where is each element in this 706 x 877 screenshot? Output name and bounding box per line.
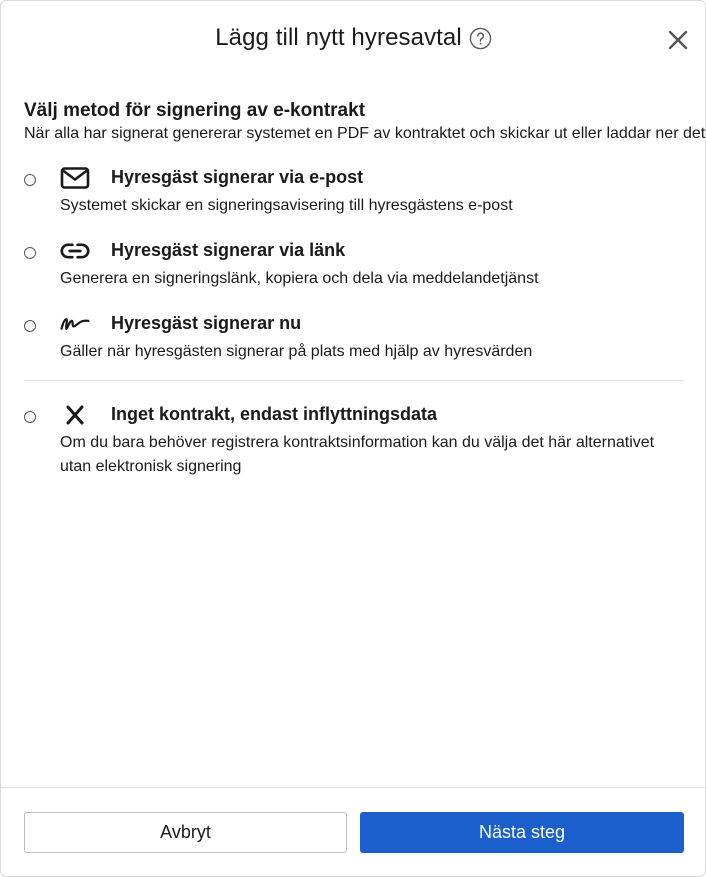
question-circle-icon[interactable] — [469, 26, 493, 50]
radio-sign-now[interactable] — [24, 320, 36, 332]
dialog-header — [1, 1, 706, 75]
option-title: Hyresgäst signerar nu — [111, 313, 302, 333]
radio-sign-via-email[interactable] — [24, 174, 36, 186]
section-title: Välj metod för signering av e-kontrakt — [24, 100, 366, 121]
signing-method-section — [24, 99, 706, 145]
close-icon — [667, 29, 689, 51]
footer-divider — [1, 787, 706, 788]
signature-icon — [60, 311, 90, 337]
option-description: Om du bara behöver registrera kontraktsinformation kan du välja det här alternativet utan elektronisk signering — [60, 434, 655, 475]
envelope-icon — [60, 165, 90, 191]
dialog-title: Lägg till nytt hyresavtal — [215, 24, 462, 51]
close-button[interactable] — [665, 27, 691, 53]
radio-sign-via-link[interactable] — [24, 247, 36, 259]
x-icon — [60, 402, 90, 428]
next-step-button[interactable]: Nästa steg — [360, 812, 684, 853]
option-title: Inget kontrakt, endast inflyttningsdata — [111, 404, 438, 424]
option-title: Hyresgäst signerar via e-post — [111, 167, 364, 187]
radio-no-contract[interactable] — [24, 411, 36, 423]
option-description: Systemet skickar en signeringsavisering till hyresgästens e-post — [60, 197, 513, 214]
option-divider — [24, 380, 684, 381]
cancel-button[interactable]: Avbryt — [24, 812, 347, 853]
option-description: Generera en signeringslänk, kopiera och dela via meddelandetjänst — [60, 270, 539, 287]
option-title: Hyresgäst signerar via länk — [111, 240, 346, 260]
link-icon — [60, 238, 90, 264]
section-description: När alla har signerat genererar systemet en PDF av kontraktet och skickar ut eller laddar ner det — [24, 125, 706, 142]
option-description: Gäller när hyresgästen signerar på plats med hjälp av hyresvärden — [60, 343, 533, 360]
